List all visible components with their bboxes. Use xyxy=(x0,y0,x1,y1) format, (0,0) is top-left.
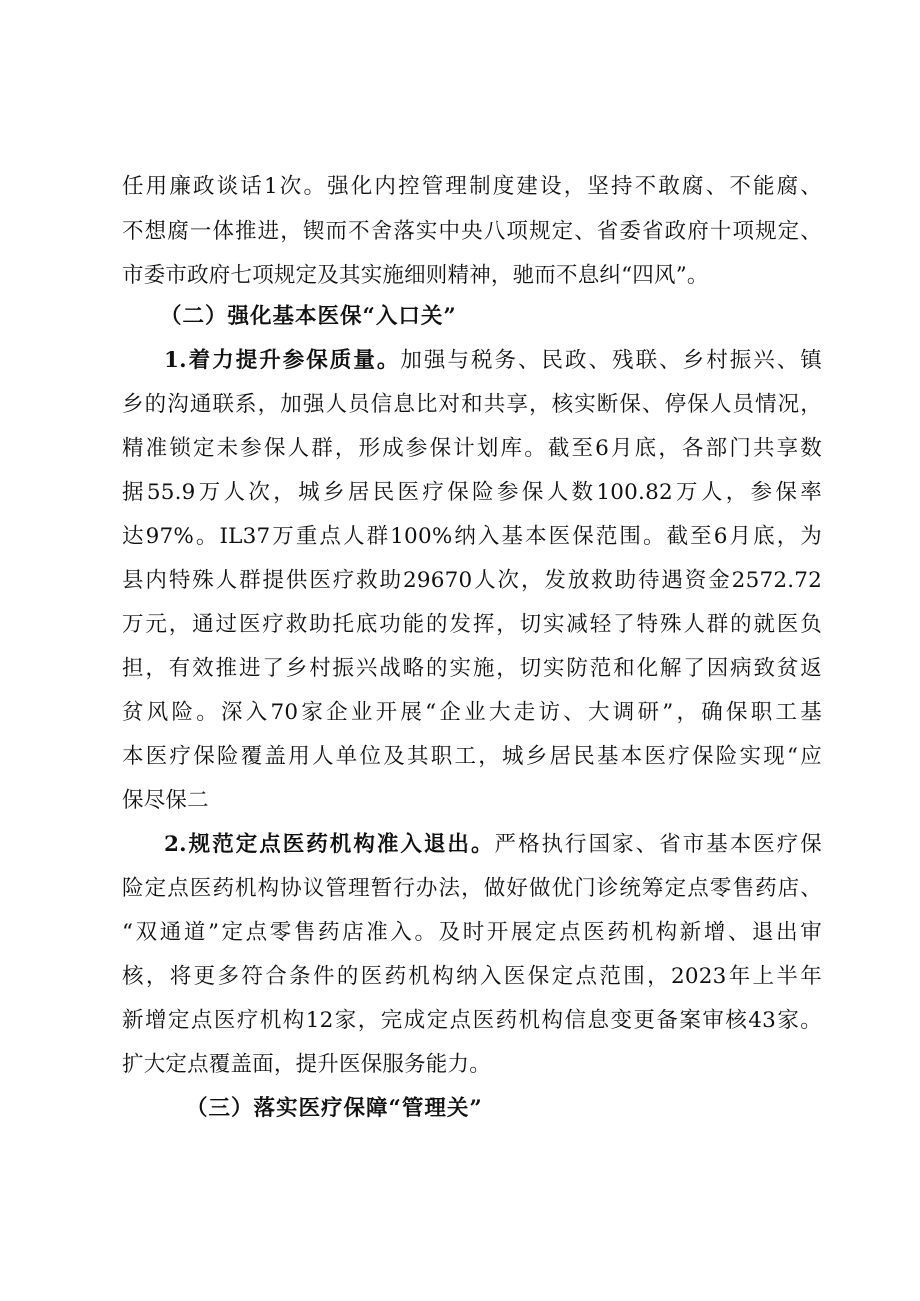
paragraph-line: 险定点医药机构协议管理暂行办法，做好做优门诊统筹定点零售药店、 xyxy=(122,876,822,901)
paragraph-line: 担，有效推进了乡村振兴战略的实施，切实防范和化解了因病致贫返 xyxy=(122,656,822,681)
paragraph-line: 新增定点医疗机构12家，完成定点医药机构信息变更备案审核43家。 xyxy=(122,1008,822,1033)
paragraph-line: 贫风险。深入70家企业开展“企业大走访、大调研”，确保职工基 xyxy=(122,700,822,725)
paragraph-first-line xyxy=(164,830,822,860)
paragraph-line: 精准锁定未参保人群，形成参保计划库。截至6月底，各部门共享数 xyxy=(122,436,822,461)
paragraph-line: 万元，通过医疗救助托底功能的发挥，切实减轻了特殊人群的就医负 xyxy=(122,612,822,637)
paragraph-line: 任用廉政谈话1次。强化内控管理制度建设，坚持不敢腐、不能腐、 xyxy=(122,174,822,199)
paragraph-line: 扩大定点覆盖面，提升医保服务能力。 xyxy=(122,1052,491,1077)
paragraph-line: 乡的沟通联系，加强人员信息比对和共享，核实断保、停保人员情况， xyxy=(122,392,822,417)
paragraph-text: 严格执行国家、省市基本医疗保 xyxy=(494,832,822,857)
paragraph-line: 据55.9万人次，城乡居民医疗保险参保人数100.82万人，参保率 xyxy=(122,480,822,505)
section-heading: （三）落实医疗保障“管理关” xyxy=(186,1096,483,1121)
paragraph-first-line xyxy=(164,346,822,376)
paragraph-line: 核，将更多符合条件的医药机构纳入医保定点范围，2023年上半年 xyxy=(122,964,822,989)
paragraph-line: 本医疗保险覆盖用人单位及其职工，城乡居民基本医疗保险实现“应 xyxy=(122,744,822,769)
paragraph-line: 达97%。IL37万重点人群100%纳入基本医保范围。截至6月底，为 xyxy=(122,524,822,549)
paragraph-line: 保尽保二 xyxy=(122,788,209,813)
paragraph-text: 加强与税务、民政、残联、乡村振兴、镇 xyxy=(400,348,822,373)
paragraph-lead: 2.规范定点医药机构准入退出。 xyxy=(164,832,495,857)
section-heading: （二）强化基本医保“入口关” xyxy=(160,304,457,329)
paragraph-line: 市委市政府七项规定及其实施细则精神，驰而不息纠“四风”。 xyxy=(122,263,709,288)
paragraph-line: “双通道”定点零售药店准入。及时开展定点医药机构新增、退出审 xyxy=(122,920,822,945)
paragraph-line: 县内特殊人群提供医疗救助29670人次，发放救助待遇资金2572.72 xyxy=(122,568,822,593)
paragraph-line: 不想腐一体推进，锲而不舍落实中央八项规定、省委省政府十项规定、 xyxy=(122,219,822,244)
paragraph-lead: 1.着力提升参保质量。 xyxy=(164,348,401,373)
